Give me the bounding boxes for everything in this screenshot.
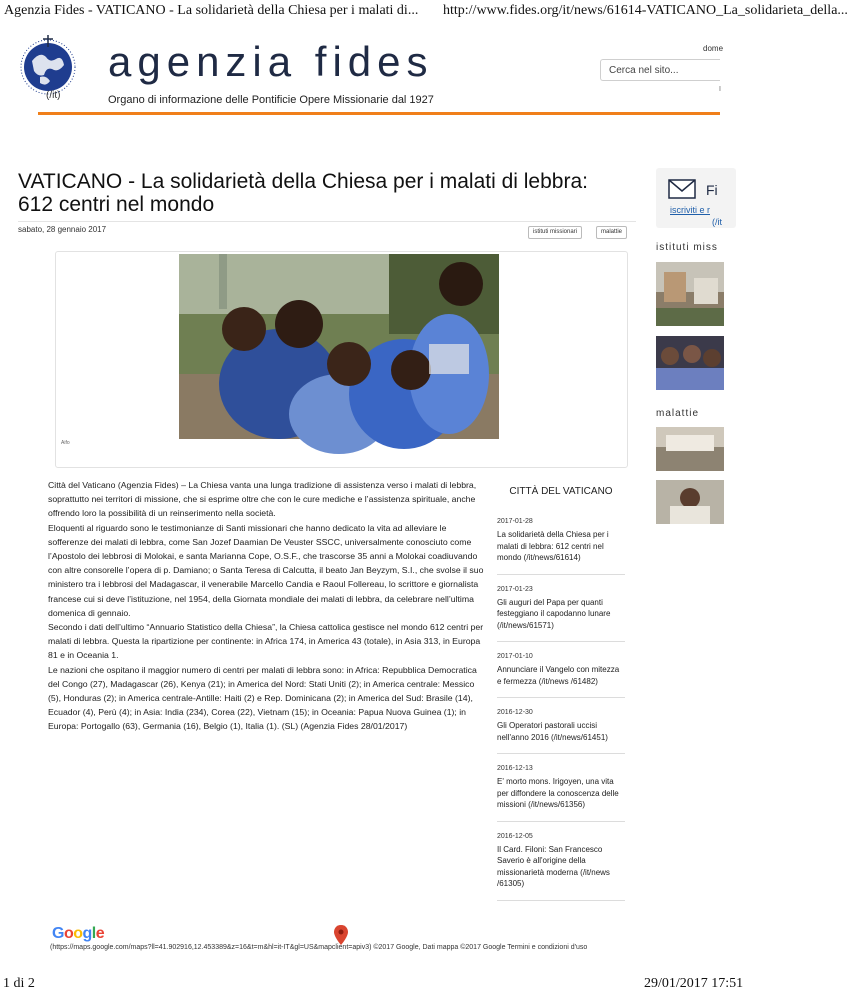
map-pin-icon[interactable] bbox=[334, 925, 348, 945]
thumbnail-building[interactable] bbox=[656, 262, 724, 326]
related-link[interactable]: Il Card. Filoni: San Francesco Saverio è all'origine della missionarietà moderna (/it/news /61305) bbox=[497, 844, 610, 888]
related-link[interactable]: Gli auguri del Papa per quanti festeggiano il capodanno lunare (/it/news/61571) bbox=[497, 597, 611, 630]
related-link[interactable]: E' morto mons. Irigoyen, una vita per diffondere la conoscenza delle missioni (/it/news/61356) bbox=[497, 777, 619, 809]
google-logo-letter: l bbox=[91, 925, 96, 942]
list-item[interactable] bbox=[497, 764, 625, 822]
search-input[interactable]: Cerca nel sito... bbox=[600, 59, 720, 81]
related-date: 2016-12-05 bbox=[497, 832, 533, 840]
article-photo-children bbox=[179, 254, 499, 439]
article-paragraph: Eloquenti al riguardo sono le testimonianze di Santi missionari che hanno dedicato la vita ad alleviare le sofferenze dei malati di lebbra, come San Jozef Daamian De Veuster SSCC, universalmente conosciuto come l’Apostolo dei lebbrosi di Molokai, e santa Marianna Cope, O.S.F., che trascorse 35 anni a Molokai coadiuvando con altre consorelle l’opera di p. Damiano; o Santa Teresa di Calcutta, il beato Jan Beyzym, S.I., che svolse il suo ministero tra i lebbrosi del Madagascar, il venerabile Marcello Candia e Raoul Follereau, lo scrittore e giornalista francese cui si deve l’istituzione, nel 1954, della Giornata mondiale dei malati di lebbra, da celebrare nell’ultima domenica di gennaio. bbox=[48, 522, 484, 618]
top-nav-link[interactable]: dome bbox=[703, 44, 724, 53]
list-item[interactable] bbox=[497, 832, 625, 901]
envelope-icon bbox=[668, 176, 698, 200]
google-logo-letter: G bbox=[52, 925, 64, 942]
subscribe-link[interactable]: iscriviti e r bbox=[670, 205, 710, 215]
google-logo-letter: o bbox=[73, 925, 83, 942]
article-body bbox=[48, 478, 488, 734]
header-small-mark: I bbox=[719, 86, 721, 93]
thumbnail-patient[interactable] bbox=[656, 480, 724, 524]
list-item[interactable] bbox=[497, 708, 625, 754]
site-tagline: Organo di informazione delle Pontificie Opere Missionarie dal 1927 bbox=[108, 94, 434, 106]
print-page-title: Agenzia Fides - VATICANO - La solidarietà della Chiesa per i malati di... bbox=[4, 3, 419, 18]
header-divider bbox=[38, 112, 720, 115]
related-heading: CITTÀ DEL VATICANO bbox=[509, 486, 613, 497]
article-paragraph: Secondo i dati dell’ultimo “Annuario Statistico della Chiesa”, la Chiesa cattolica gestisce nel mondo 612 centri per malati di lebbra. Questa la ripartizione per continente: in Africa 174, in America 43 (totale), in Asia 313, in Europa 81 e in Oceania 1. bbox=[48, 622, 484, 661]
list-item[interactable] bbox=[497, 585, 625, 643]
photo-caption: Aifo bbox=[61, 440, 70, 446]
tag-istituti-missionari[interactable]: istituti missionari bbox=[528, 226, 582, 239]
related-date: 2017-01-28 bbox=[497, 518, 533, 525]
thumbnail-clinic[interactable] bbox=[656, 427, 724, 471]
sidebar-heading-malattie[interactable]: malattie bbox=[656, 408, 700, 419]
google-logo-text bbox=[52, 925, 104, 942]
google-logo[interactable] bbox=[52, 925, 104, 943]
related-date: 2016-12-30 bbox=[497, 709, 533, 716]
related-date: 2017-01-10 bbox=[497, 653, 533, 660]
meta-divider bbox=[18, 221, 636, 222]
google-logo-letter: o bbox=[63, 925, 74, 942]
related-link[interactable]: Gli Operatori pastorali uccisi nell'anno 2016 (/it/news/61451) bbox=[497, 721, 608, 742]
print-datetime: 29/01/2017 17:51 bbox=[644, 976, 744, 991]
print-page-url: http://www.fides.org/it/news/61614-VATICANO_La_solidarieta_della... bbox=[443, 3, 848, 18]
article-paragraph: Le nazioni che ospitano il maggior numero di centri per malati di lebbra sono: in Africa: Repubblica Democratica del Congo (27), Madagascar (26), Kenya (21); in America del Nord: Stati Uniti (2); in America centrale: Messico (5), Honduras (2); in America centrale-Antille: Haiti (2) e Rep. Dominicana (2); in America del Sud: Brasile (14), Ecuador (4), Perù (4); in Asia: India (234), Corea (22), Vietnam (15); in Oceania: Papua Nuova Guinea (1); in Europa: Portogallo (63), Germania (16), Belgio (1), Italia (1). (SL) (Agenzia Fides 28/01/2017) bbox=[48, 664, 477, 732]
related-date: 2017-01-23 bbox=[497, 585, 533, 593]
related-link[interactable]: Annunciare il Vangelo con mitezza e fermezza (/it/news /61482) bbox=[497, 665, 620, 686]
related-news-list bbox=[497, 517, 625, 911]
fides-globe-logo-icon[interactable] bbox=[18, 33, 98, 95]
related-link[interactable]: La solidarietà della Chiesa per i malati di lebbra: 612 centri nel mondo (/it/news/61614) bbox=[497, 530, 609, 562]
article-date: sabato, 28 gennaio 2017 bbox=[18, 225, 107, 234]
home-link[interactable]: (/it) bbox=[46, 90, 61, 101]
print-page-number: 1 di 2 bbox=[3, 976, 35, 991]
sidebar-heading-istituti[interactable]: istituti miss bbox=[656, 242, 718, 253]
site-logo-text[interactable]: agenzia fides bbox=[108, 38, 434, 85]
list-item[interactable] bbox=[497, 652, 625, 698]
tag-malattie[interactable]: malattie bbox=[596, 226, 627, 239]
article-title: VATICANO - La solidarietà della Chiesa per i malati di lebbra: 612 centri nel mondo bbox=[18, 170, 588, 216]
map-link[interactable]: (https://maps.google.com/maps?ll=41.902916,12.453389&z=16&t=m&hl=it-IT&gl=US&mapclient=apiv3) ©2017 Google, Dati mappa ©2017 Google Termini e condizioni d'uso bbox=[50, 944, 588, 951]
article-paragraph: Città del Vaticano (Agenzia Fides) – La Chiesa vanta una lunga tradizione di assistenza verso i malati di lebbra, soprattutto nei territori di missione, che si esprime oltre che con le cure mediche e l’assistenza spirituale, anche offrendo loro la possibilità di un reinserimento nella società. bbox=[48, 480, 477, 519]
list-item[interactable] bbox=[497, 517, 625, 575]
google-logo-letter: g bbox=[82, 925, 92, 942]
subscribe-link-path[interactable]: (/it bbox=[712, 217, 722, 227]
thumbnail-people[interactable] bbox=[656, 336, 724, 390]
google-logo-letter: e bbox=[95, 925, 105, 942]
related-date: 2016-12-13 bbox=[497, 765, 533, 772]
newsletter-title: Fi bbox=[706, 182, 718, 198]
